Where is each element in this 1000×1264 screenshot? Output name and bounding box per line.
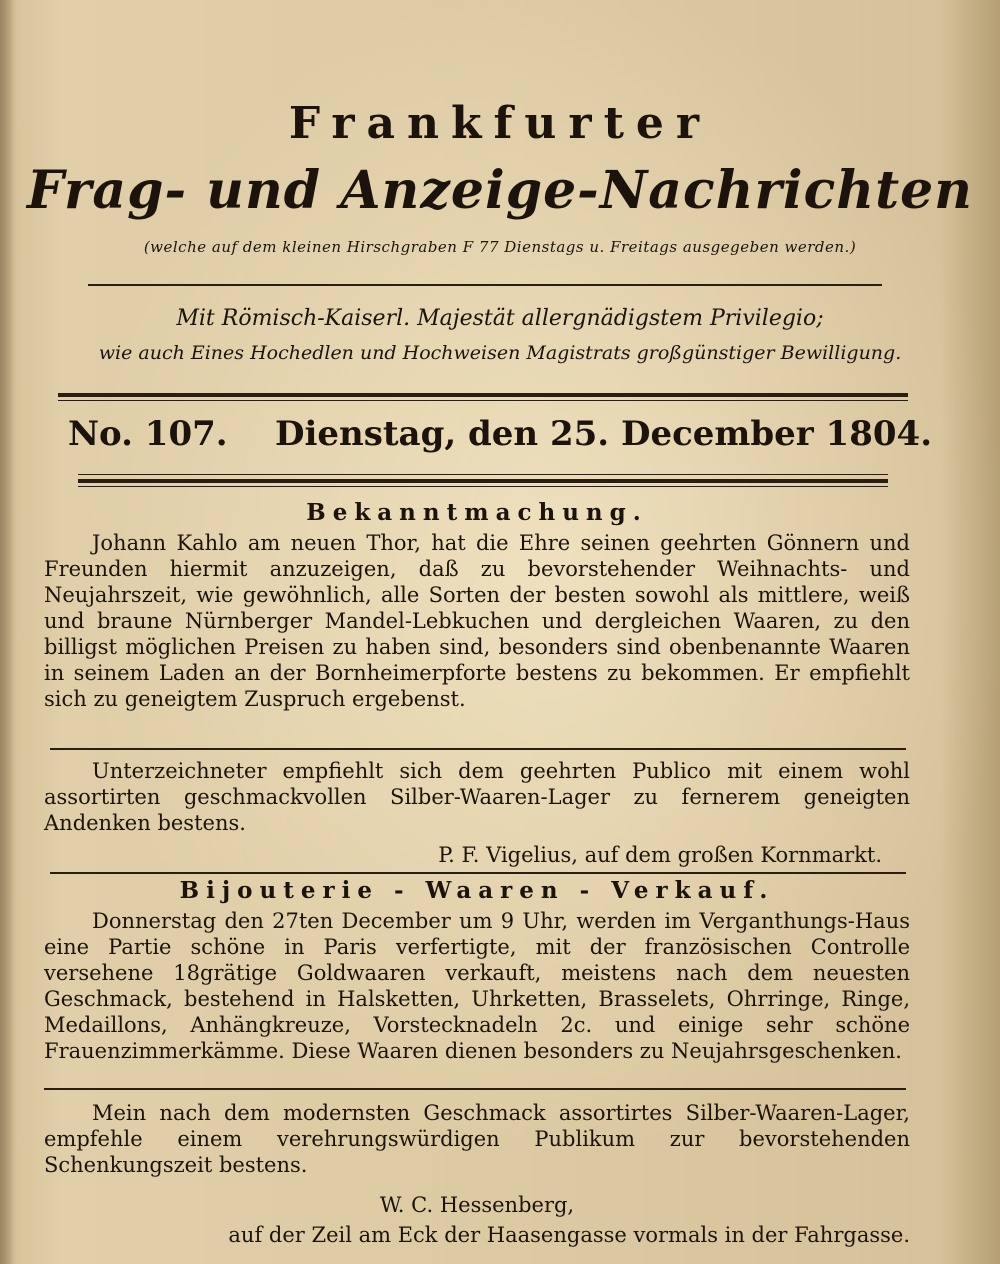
divider-rule-thin: [78, 486, 888, 487]
issue-number: No. 107.: [67, 414, 228, 454]
issue-line: [0, 414, 1000, 454]
notice-text: Unterzeichneter empfiehlt sich dem geehrten Publico mit einem wohl assortirten geschmackvollen Silber-Waaren-Lager zu fernerem geneigten Andenken bestens.: [44, 759, 910, 835]
divider-rule: [44, 1088, 906, 1090]
notice-bekanntmachung: [44, 500, 910, 712]
divider-rule-thick: [58, 393, 908, 397]
privilege-line1: Mit Römisch-Kaiserl. Majestät allergnädigstem Privilegio;: [176, 306, 824, 331]
masthead-title-line2: Frag- und Anzeige-Nachrichten: [27, 160, 973, 221]
notice-signature: P. F. Vigelius, auf dem großen Kornmarkt.: [438, 843, 882, 867]
privilege-line2: wie auch Eines Hochedlen und Hochweisen Magistrats großgünstiger Bewilligung.: [98, 342, 902, 364]
issue-date: Dienstag, den 25. December 1804.: [274, 414, 933, 454]
divider-rule-thin: [78, 474, 888, 475]
notice-text: Mein nach dem modernsten Geschmack assortirtes Silber-Waaren-Lager, empfehle einem verehrungswürdigen Publikum zur bevorstehenden Schenkungszeit bestens.: [44, 1101, 910, 1177]
notice-vigelius: [44, 758, 910, 868]
notice-heading: Bekanntmachung.: [306, 499, 648, 526]
divider-rule: [50, 872, 906, 874]
masthead-title-line1: Frankfurter: [288, 98, 712, 149]
notice-signature-address: auf der Zeil am Eck der Haasengasse vormals in der Fahrgasse.: [228, 1223, 910, 1247]
notice-text: Johann Kahlo am neuen Thor, hat die Ehre seinen geehrten Gönnern und Freunden hiermit anzuzeigen, daß zu bevorstehender Weihnachts- und Neujahrszeit, wie gewöhnlich, alle Sorten der besten sowohl als mittlere, weiß und braune Nürnberger Mandel-Lebkuchen und dergleichen Waaren, zu den billigst möglichen Preisen zu haben sind, besonders sind obenbenannte Waaren in seinem Laden an der Bornheimerpforte bestens zu bekommen. Er empfiehlt sich zu geneigtem Zuspruch ergebenst.: [44, 531, 910, 711]
notice-bijouterie: [44, 878, 910, 1064]
divider-rule: [88, 284, 882, 286]
notice-heading: Bijouterie - Waaren - Verkauf.: [179, 877, 775, 904]
masthead-subtitle: (welche auf dem kleinen Hirschgraben F 77 Dienstags u. Freitags ausgegeben werden.): [143, 238, 857, 256]
notice-text: Donnerstag den 27ten December um 9 Uhr, werden im Verganthungs-Haus eine Partie schöne in Paris verfertigte, mit der französischen Controlle versehene 18grätige Goldwaaren verkauft, meistens nach dem neuesten Geschmack, bestehend in Halsketten, Uhrketten, Brasselets, Ohrringe, Ringe, Medaillons, Anhängkreuze, Vorstecknadeln 2c. und einige sehr schöne Frauenzimmerkämme. Diese Waaren dienen besonders zu Neujahrsgeschenken.: [44, 909, 910, 1063]
divider-rule: [50, 748, 906, 750]
notice-hessenberg: [44, 1100, 910, 1248]
notice-signature-name: W. C. Hessenberg,: [379, 1193, 575, 1217]
divider-rule-thick: [78, 479, 888, 483]
divider-rule-thin: [58, 400, 908, 401]
